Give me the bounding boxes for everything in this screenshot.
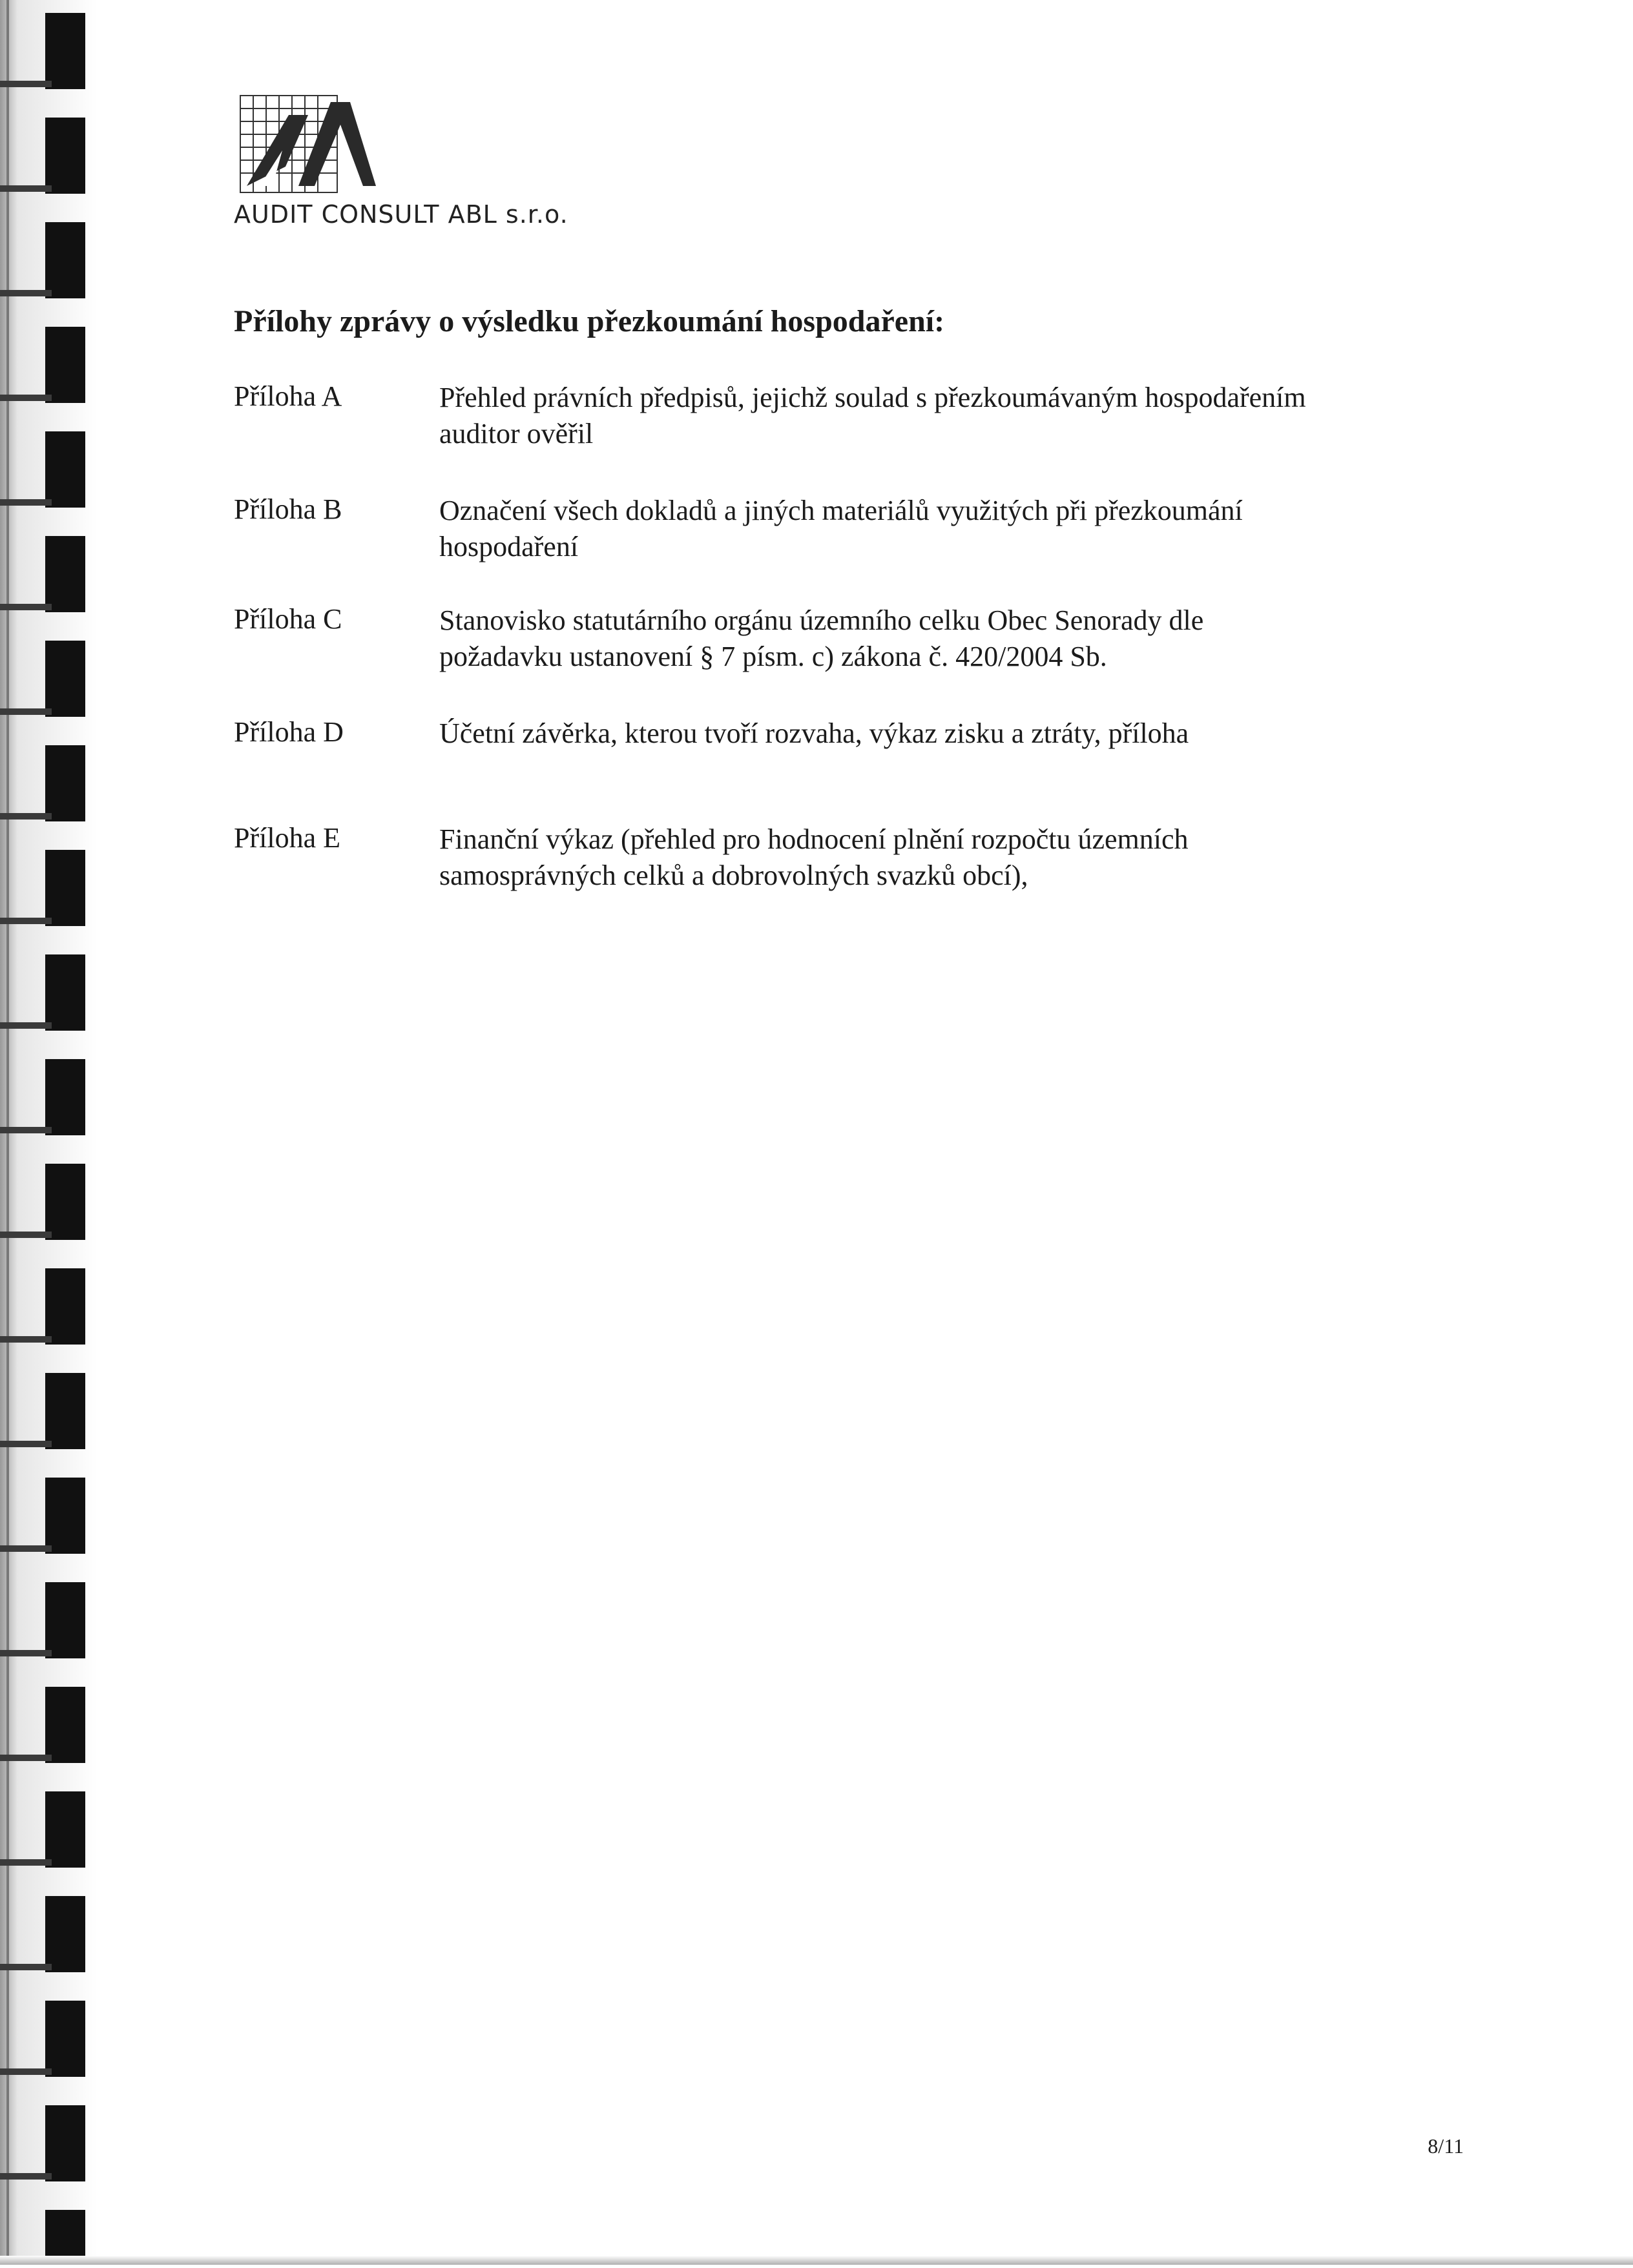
page-title: Přílohy zprávy o výsledku přezkoumání hospodaření: — [234, 304, 945, 338]
binding-hole — [45, 1791, 85, 1868]
binding-wire — [0, 604, 52, 610]
binding-hole — [45, 1059, 85, 1135]
binding-wire — [0, 813, 52, 820]
attachment-description-line: Označení všech dokladů a jiných materiálů využitých při přezkoumání — [439, 495, 1243, 526]
binding-hole — [45, 431, 85, 508]
attachment-label: Příloha A — [234, 380, 342, 412]
binding-hole — [45, 850, 85, 926]
attachment-description-line: požadavku ustanovení § 7 písm. c) zákona č. 420/2004 Sb. — [439, 641, 1107, 672]
binding-wire — [0, 499, 52, 506]
binding-hole — [45, 745, 85, 821]
binding-wire — [0, 708, 52, 715]
attachment-description — [439, 821, 1442, 894]
attachment-description-line: Přehled právních předpisů, jejichž soulad s přezkoumávaným hospodařením — [439, 382, 1306, 413]
binding-hole — [45, 641, 85, 717]
binding-wire — [0, 395, 52, 401]
binding-hole — [45, 222, 85, 298]
page-edge-shadow — [0, 2256, 1633, 2265]
binding-wire — [0, 1545, 52, 1552]
binding-wire — [0, 1336, 52, 1343]
binding-wire — [0, 2173, 52, 2180]
binding-wire — [0, 1022, 52, 1029]
page-number: 8/11 — [1428, 2134, 1464, 2158]
attachment-description-line: Stanovisko statutárního orgánu územního celku Obec Senorady dle — [439, 604, 1204, 636]
binding-hole — [45, 327, 85, 403]
attachment-label: Příloha E — [234, 822, 340, 854]
attachment-description-line: auditor ověřil — [439, 418, 594, 449]
attachment-label: Příloha C — [234, 603, 342, 635]
binding-hole — [45, 536, 85, 612]
attachment-description — [439, 716, 1442, 752]
binding-hole — [45, 1896, 85, 1972]
binding-hole — [45, 2105, 85, 2181]
binding-wire — [0, 1441, 52, 1447]
attachment-description-line: samosprávných celků a dobrovolných svazků obcí), — [439, 860, 1028, 891]
attachment-description-line: Účetní závěrka, kterou tvoří rozvaha, výkaz zisku a ztráty, příloha — [439, 717, 1189, 749]
binding-hole — [45, 954, 85, 1031]
binding-hole — [45, 1582, 85, 1658]
binding-wire — [0, 1859, 52, 1866]
attachment-label: Příloha D — [234, 716, 344, 748]
attachment-description — [439, 380, 1442, 452]
attachment-description — [439, 603, 1442, 675]
audit-consult-logo-icon — [234, 89, 382, 199]
attachment-description-line: Finanční výkaz (přehled pro hodnocení plnění rozpočtu územních — [439, 823, 1189, 855]
binding-wire — [0, 2068, 52, 2075]
binding-hole — [45, 13, 85, 89]
binding-wire — [0, 1755, 52, 1761]
attachment-label: Příloha B — [234, 493, 342, 525]
attachment-description-line: hospodaření — [439, 531, 579, 562]
binding-wire — [0, 185, 52, 192]
binding-wire — [0, 1964, 52, 1970]
binding-hole — [45, 1373, 85, 1449]
spiral-binding-icon — [0, 0, 97, 2265]
binding-wire — [0, 918, 52, 924]
binding-hole — [45, 118, 85, 194]
binding-wire — [0, 290, 52, 296]
company-name: AUDIT CONSULT ABL s.r.o. — [234, 200, 568, 229]
binding-hole — [45, 1478, 85, 1554]
binding-wire — [0, 1127, 52, 1133]
binding-hole — [45, 1687, 85, 1763]
attachment-description — [439, 493, 1442, 565]
binding-hole — [45, 2001, 85, 2077]
binding-hole — [45, 1268, 85, 1345]
binding-wire — [0, 81, 52, 87]
binding-hole — [45, 1164, 85, 1240]
binding-wire — [0, 1650, 52, 1656]
binding-wire — [0, 1232, 52, 1238]
